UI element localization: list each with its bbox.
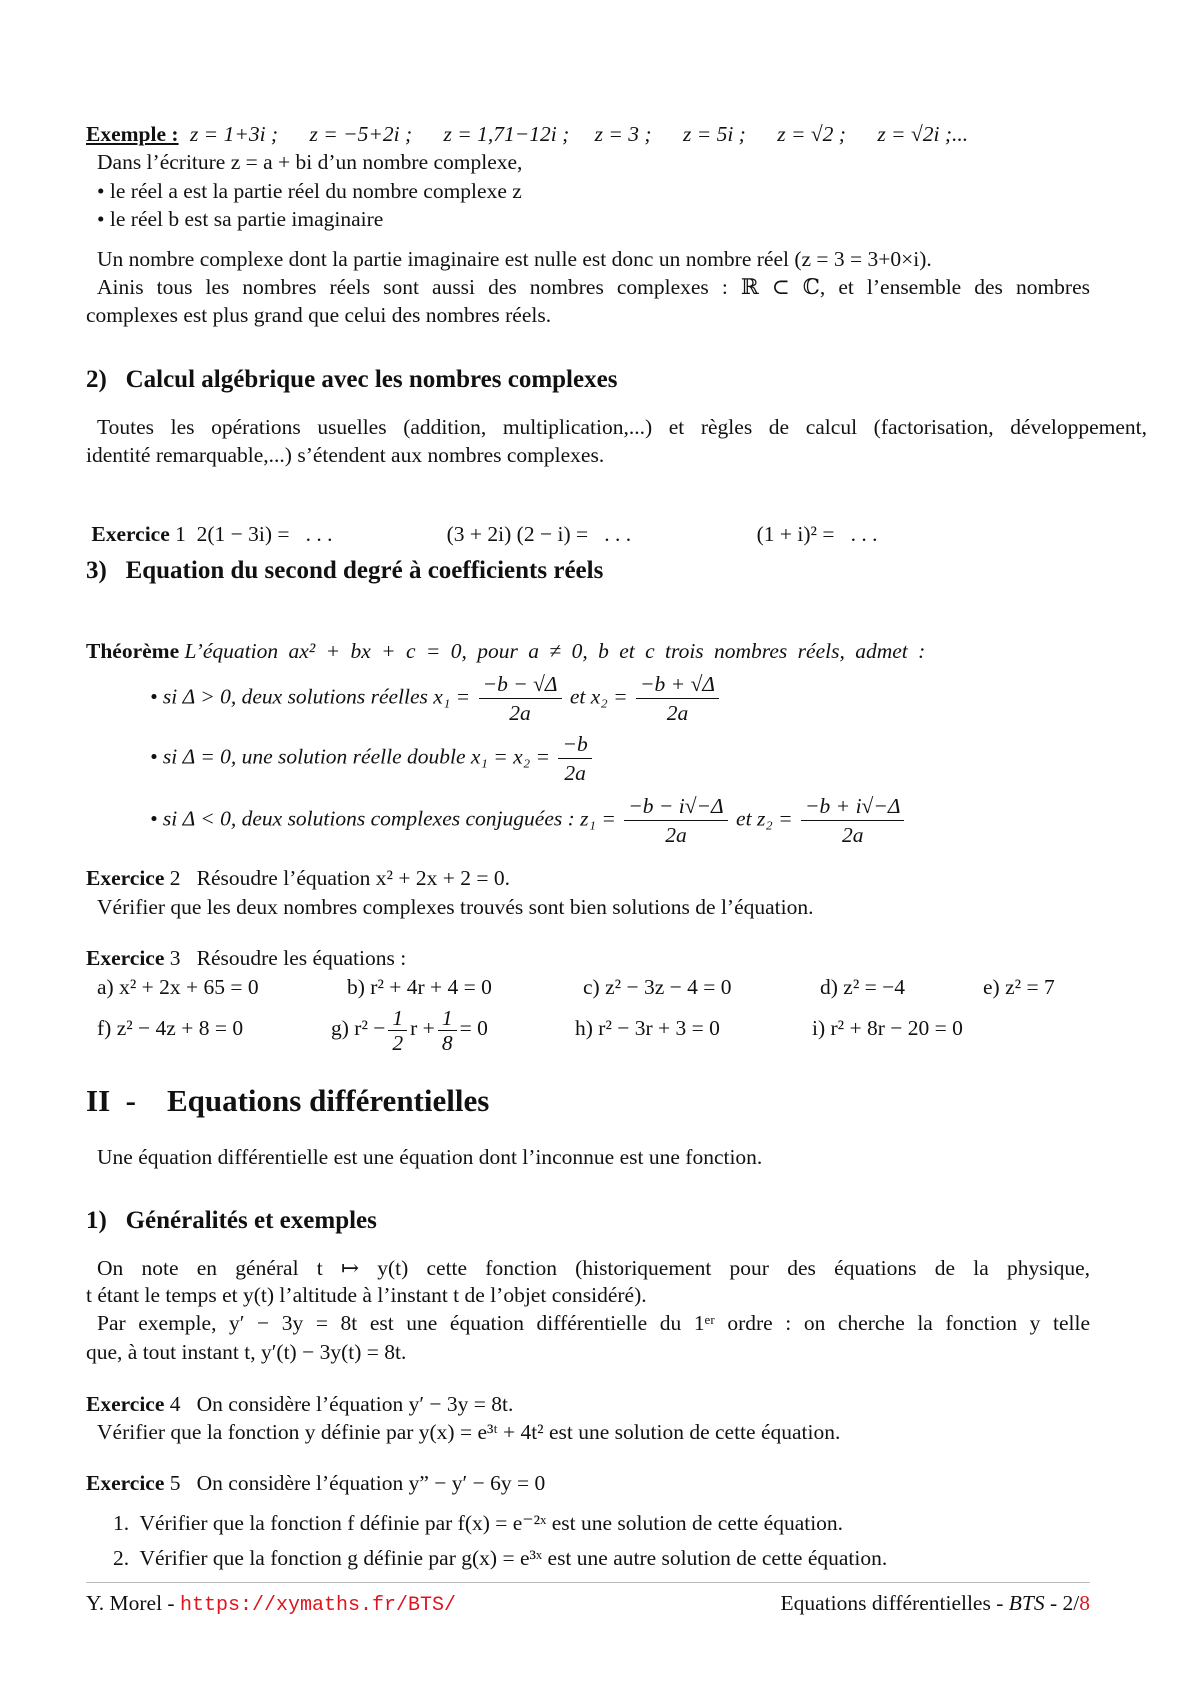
footer-divider	[86, 1582, 1090, 1583]
exercise-item: (3 + 2i) (2 − i) = . . .	[446, 522, 632, 546]
exercise-4	[86, 1390, 1090, 1418]
section-2-text: Toutes les opérations usuelles (addition, multiplication,...) et règles de calcul (factorisation, développement,	[97, 415, 1147, 439]
exercise-text: Résoudre l’équation x² + 2x + 2 = 0.	[196, 866, 510, 890]
exercise-number: 5	[169, 1471, 181, 1495]
example-item: z = −5+2i ;	[309, 122, 413, 146]
fraction	[801, 792, 904, 849]
example-item: z = √2i ;...	[877, 122, 969, 146]
exercise-label: Exercice	[86, 866, 165, 890]
denominator: 2a	[509, 701, 531, 725]
section-3-heading: 3) Equation du second degré à coefficients réels	[86, 557, 604, 584]
equation-part: g) r² −	[331, 1016, 386, 1040]
footer-course: BTS	[1008, 1591, 1045, 1615]
footer-page: - 2/	[1044, 1591, 1080, 1615]
example-item: z = 3 ;	[594, 122, 652, 146]
theorem-case-positive	[150, 670, 1154, 727]
equation-part: r +	[410, 1016, 435, 1040]
exercise-number: 2	[169, 866, 181, 890]
theorem-statement: L’équation ax² + bx + c = 0, pour a ≠ 0, b et c trois nombres réels, admet :	[184, 639, 926, 663]
subsection-text: Par exemple, y′ − 3y = 8t est une équation différentielle du 1ᵉʳ ordre : on cherche la fonction y telle	[97, 1311, 1090, 1335]
fraction	[558, 730, 591, 787]
equation: d) z² = −4	[820, 975, 906, 999]
exercise-1	[86, 492, 1090, 548]
equation: c) z² − 3z − 4 = 0	[583, 975, 732, 999]
intro-text: Un nombre complexe dont la partie imaginaire est nulle est donc un nombre réel (z = 3 = 3+0×i).	[97, 247, 932, 271]
example-item: z = 5i ;	[682, 122, 746, 146]
example-item: z = √2 ;	[777, 122, 846, 146]
case-text: et x₂ =	[569, 684, 628, 709]
numerator: −b − i√−Δ	[624, 792, 727, 821]
numerator: −b + √Δ	[636, 670, 719, 699]
denominator: 2a	[842, 823, 864, 847]
denominator: 8	[441, 1030, 453, 1055]
exercise-label: Exercice	[91, 522, 170, 546]
equation: a) x² + 2x + 65 = 0	[97, 975, 259, 999]
case-text: • si Δ > 0, deux solutions réelles x₁ =	[150, 684, 471, 709]
theorem	[86, 637, 1090, 665]
section-2-heading: 2) Calcul algébrique avec les nombres complexes	[86, 366, 618, 393]
example-line	[86, 120, 1090, 148]
example-item: z = 1,71−12i ;	[443, 122, 570, 146]
example-label: Exemple :	[86, 122, 179, 146]
exercise-number: 3	[169, 946, 181, 970]
exercise-text: On considère l’équation y” − y′ − 6y = 0	[196, 1471, 546, 1495]
intro-text: Ainis tous les nombres réels sont aussi des nombres complexes : ℝ ⊂ ℂ, et l’ensemble des nombres	[97, 275, 1090, 299]
case-text: • si Δ < 0, deux solutions complexes conjuguées : z₁ =	[150, 806, 616, 831]
exercise-5	[86, 1469, 1090, 1497]
equation: f) z² − 4z + 8 = 0	[97, 1016, 244, 1040]
exercise-3-row-1	[97, 973, 1101, 1001]
intro-bullet: • le réel a est la partie réel du nombre complexe z	[97, 179, 522, 203]
equation-part: = 0	[459, 1016, 488, 1040]
exercise-text: Vérifier que la fonction y définie par y(x) = e³ᵗ + 4t² est une solution de cette équation.	[97, 1420, 841, 1444]
subsection-text: t étant le temps et y(t) l’altitude à l’instant t de l’objet considéré).	[86, 1283, 647, 1307]
exercise-number: 4	[169, 1392, 181, 1416]
fraction	[438, 1006, 457, 1055]
exercise-label: Exercice	[86, 1471, 165, 1495]
numerator: 1	[388, 1006, 407, 1031]
exercise-text: On considère l’équation y′ − 3y = 8t.	[196, 1392, 514, 1416]
case-text: et z₂ =	[736, 806, 793, 831]
exercise-text: Résoudre les équations :	[196, 946, 407, 970]
numerator: −b + i√−Δ	[801, 792, 904, 821]
subsection-text: que, à tout instant t, y′(t) − 3y(t) = 8t.	[86, 1340, 407, 1364]
numerator: −b − √Δ	[479, 670, 562, 699]
footer-link[interactable]: https://xymaths.fr/BTS/	[179, 1594, 457, 1617]
exercise-number: 1	[175, 522, 186, 546]
denominator: 2	[392, 1030, 404, 1055]
footer-author: Y. Morel -	[86, 1591, 180, 1615]
footer-total-pages[interactable]: 8	[1079, 1591, 1090, 1615]
section-2-text: identité remarquable,...) s’étendent aux nombres complexes.	[86, 443, 605, 467]
denominator: 2a	[665, 823, 687, 847]
footer-title: Equations différentielles -	[780, 1591, 1009, 1615]
exercise-label: Exercice	[86, 946, 165, 970]
part-II-heading: II - Equations différentielles	[86, 1083, 490, 1118]
exercise-item: 1. Vérifier que la fonction f définie par f(x) = e⁻²ˣ est une solution de cette équation.	[113, 1511, 844, 1535]
equation: h) r² − 3r + 3 = 0	[575, 1016, 720, 1040]
subsection-1-heading: 1) Généralités et exemples	[86, 1207, 377, 1234]
exercise-label: Exercice	[86, 1392, 165, 1416]
footer-right	[86, 1589, 1090, 1617]
exercise-item: 2. Vérifier que la fonction g définie par g(x) = e³ˣ est une autre solution de cette équation.	[113, 1546, 888, 1570]
fraction	[636, 670, 719, 727]
exercise-item: 2(1 − 3i) = . . .	[196, 522, 333, 546]
part-II-text: Une équation différentielle est une équation dont l’inconnue est une fonction.	[97, 1145, 763, 1169]
case-text: • si Δ = 0, une solution réelle double x₁ = x₂ =	[150, 744, 551, 769]
intro-bullet: • le réel b est sa partie imaginaire	[97, 207, 384, 231]
fraction	[624, 792, 727, 849]
numerator: 1	[438, 1006, 457, 1031]
subsection-text: On note en général t ↦ y(t) cette fonction (historiquement pour des équations de la physique,	[97, 1256, 1090, 1280]
equation: b) r² + 4r + 4 = 0	[347, 975, 492, 999]
example-item: z = 1+3i ;	[189, 122, 279, 146]
exercise-item: (1 + i)² = . . .	[756, 522, 878, 546]
equation: i) r² + 8r − 20 = 0	[812, 1016, 963, 1040]
theorem-label: Théorème	[86, 639, 180, 663]
equation: e) z² = 7	[983, 975, 1055, 999]
denominator: 2a	[564, 761, 586, 785]
theorem-case-zero	[150, 730, 1154, 787]
exercise-2	[86, 864, 1090, 892]
exercise-3	[86, 944, 1090, 972]
intro-text: complexes est plus grand que celui des nombres réels.	[86, 303, 552, 327]
denominator: 2a	[666, 701, 689, 725]
numerator: −b	[558, 730, 591, 759]
fraction	[479, 670, 562, 727]
exercise-text: Vérifier que les deux nombres complexes trouvés sont bien solutions de l’équation.	[97, 895, 814, 919]
exercise-3-row-2	[97, 1000, 1101, 1056]
theorem-case-negative	[150, 792, 1154, 849]
intro-text: Dans l’écriture z = a + bi d’un nombre complexe,	[97, 150, 523, 174]
fraction	[388, 1006, 407, 1055]
equation-g	[331, 1000, 575, 1056]
